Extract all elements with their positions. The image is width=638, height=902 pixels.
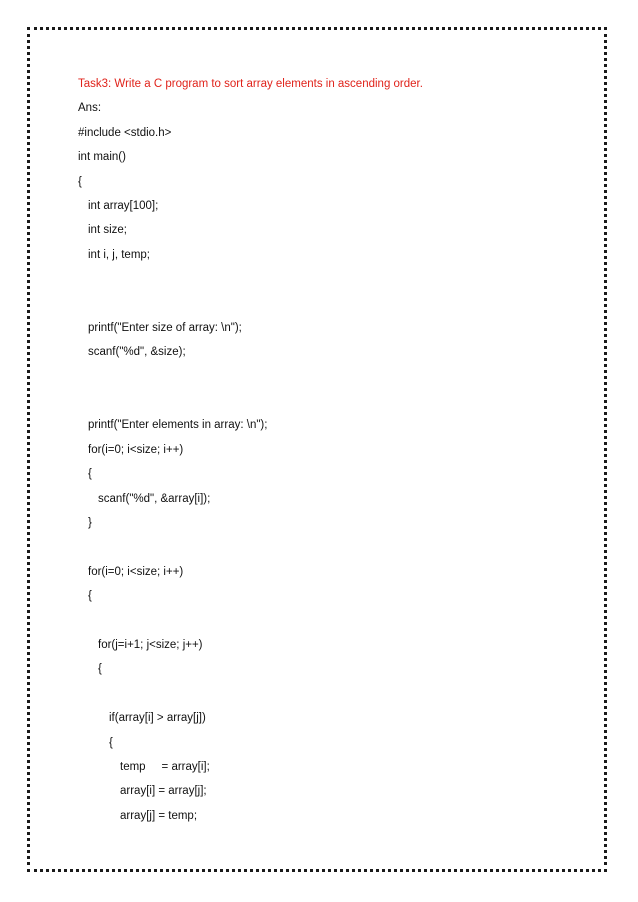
code-line-for-outer: for(i=0; i<size; i++) [88,565,184,578]
blank-line [78,609,578,633]
code-line-include: #include <stdio.h> [78,126,172,139]
code-line-decl-array: int array[100]; [88,199,159,212]
blank-line [78,365,578,389]
code-line-open-for-outer: { [88,590,92,603]
code-line-decl-vars: int i, j, temp; [88,248,150,261]
code-line-printf-size: printf("Enter size of array: \n"); [88,321,242,334]
blank-line [78,389,578,413]
code-line-scanf-size: scanf("%d", &size); [88,346,186,359]
code-line-swap-j: array[j] = temp; [120,809,198,822]
code-line-main-decl: int main() [78,151,126,164]
code-line-scanf-element: scanf("%d", &array[i]); [98,492,211,505]
code-line-open-if: { [109,736,113,749]
blank-line [78,292,578,316]
blank-line [78,267,578,291]
answer-label: Ans: [78,102,102,115]
code-line-swap-temp: temp = array[i]; [120,760,210,773]
code-line-open-main: { [78,175,82,188]
code-line-decl-size: int size; [88,224,127,237]
code-line-swap-i: array[i] = array[j]; [120,785,207,798]
code-line-close-for-input: } [88,517,92,530]
task-title: Task3: Write a C program to sort array elements in ascending order. [78,78,423,90]
code-line-if-compare: if(array[i] > array[j]) [109,712,206,725]
blank-line [78,535,578,559]
code-line-open-for-inner: { [98,663,102,676]
blank-line [78,682,578,706]
document-body [78,72,578,828]
code-line-printf-elements: printf("Enter elements in array: \n"); [88,419,268,432]
code-line-for-inner: for(j=i+1; j<size; j++) [98,638,203,651]
code-line-open-for-input: { [88,468,92,481]
code-line-for-input: for(i=0; i<size; i++) [88,443,184,456]
